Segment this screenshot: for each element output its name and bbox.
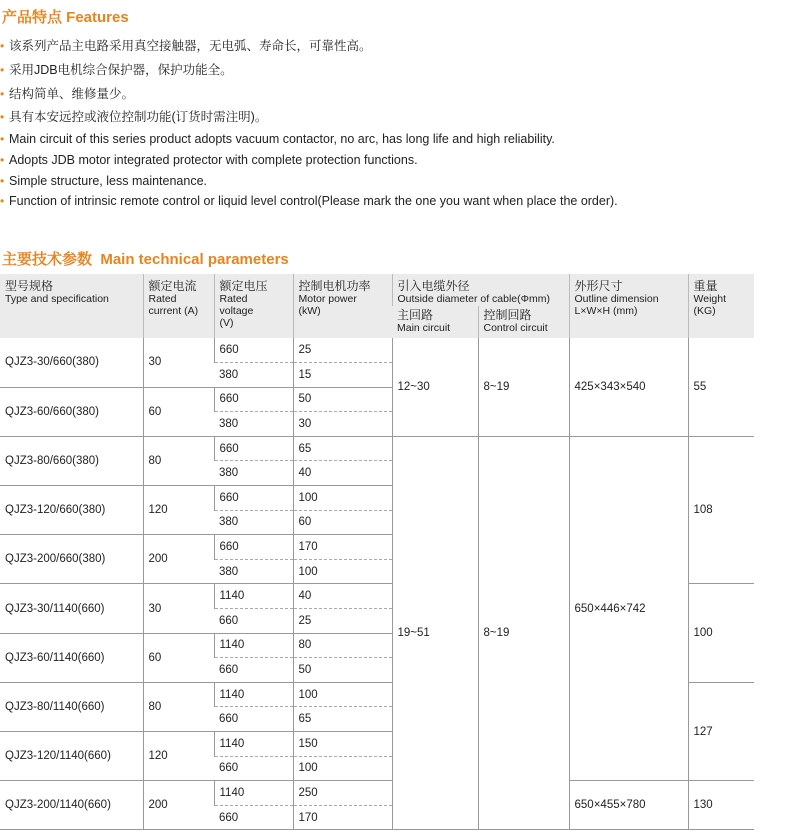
feature-item xyxy=(0,107,267,125)
feature-text: Main circuit of this series product adopts vacuum contactor, no arc, has long life and high reliability. xyxy=(9,132,555,146)
current-cell: 80 xyxy=(143,682,214,731)
feature-item xyxy=(0,153,418,167)
control-circuit-cell: 8~19 xyxy=(478,436,569,830)
current-cell: 30 xyxy=(143,584,214,633)
power-cell: 80 xyxy=(293,633,392,658)
voltage-cell: 380 xyxy=(214,461,293,486)
voltage-cell: 1140 xyxy=(214,732,293,757)
voltage-cell: 660 xyxy=(214,658,293,683)
current-cell: 120 xyxy=(143,486,214,535)
power-cell: 30 xyxy=(293,412,392,437)
type-cell: QJZ3-200/660(380) xyxy=(0,535,143,584)
voltage-cell: 1140 xyxy=(214,584,293,609)
current-cell: 120 xyxy=(143,732,214,781)
header-current: 额定电流 Rated current (A) xyxy=(143,274,214,338)
header-power: 控制电机功率 Motor power (kW) xyxy=(293,274,392,338)
table-row xyxy=(0,781,754,806)
power-cell: 170 xyxy=(293,535,392,560)
main-circuit-cell: 12~30 xyxy=(392,338,478,436)
bullet-icon: • xyxy=(0,110,5,124)
bullet-icon: • xyxy=(0,87,5,101)
feature-item xyxy=(0,132,555,146)
voltage-cell: 660 xyxy=(214,436,293,461)
parameters-body xyxy=(0,338,754,830)
power-cell: 100 xyxy=(293,682,392,707)
weight-cell: 108 xyxy=(688,436,754,584)
bullet-icon: • xyxy=(0,194,5,208)
current-cell: 200 xyxy=(143,535,214,584)
params-title: 主要技术参数 Main technical parameters xyxy=(2,251,289,268)
power-cell: 65 xyxy=(293,436,392,461)
feature-item xyxy=(0,84,134,102)
power-cell: 170 xyxy=(293,805,392,830)
bullet-icon: • xyxy=(0,153,5,167)
power-cell: 100 xyxy=(293,756,392,781)
feature-text: 结构简单、维修量少。 xyxy=(9,87,135,101)
feature-text: Simple structure, less maintenance. xyxy=(9,174,208,188)
type-cell: QJZ3-200/1140(660) xyxy=(0,781,143,830)
power-cell: 40 xyxy=(293,584,392,609)
feature-text: 该系列产品主电路采用真空接触器，无电弧、寿命长，可靠性高。 xyxy=(9,39,372,53)
header-type: 型号规格 Type and specification xyxy=(0,274,143,338)
weight-cell: 130 xyxy=(688,781,754,830)
bullet-icon: • xyxy=(0,39,5,53)
header-dimension: 外形尺寸 Outline dimension L×W×H (mm) xyxy=(569,274,688,338)
current-cell: 60 xyxy=(143,633,214,682)
control-circuit-cell: 8~19 xyxy=(478,338,569,436)
header-main-circuit: 主回路 Main circuit xyxy=(392,306,478,338)
header-weight: 重量 Weight (KG) xyxy=(688,274,754,338)
voltage-cell: 660 xyxy=(214,387,293,412)
type-cell: QJZ3-120/660(380) xyxy=(0,486,143,535)
weight-cell: 55 xyxy=(688,338,754,436)
type-cell: QJZ3-60/660(380) xyxy=(0,387,143,436)
current-cell: 60 xyxy=(143,387,214,436)
voltage-cell: 380 xyxy=(214,559,293,584)
main-circuit-cell: 19~51 xyxy=(392,436,478,830)
voltage-cell: 660 xyxy=(214,609,293,634)
feature-text: Adopts JDB motor integrated protector with complete protection functions. xyxy=(9,153,418,167)
dimension-cell: 425×343×540 xyxy=(569,338,688,436)
type-cell: QJZ3-30/660(380) xyxy=(0,338,143,387)
weight-cell: 100 xyxy=(688,584,754,682)
type-cell: QJZ3-80/1140(660) xyxy=(0,682,143,731)
voltage-cell: 660 xyxy=(214,486,293,511)
power-cell: 65 xyxy=(293,707,392,732)
power-cell: 150 xyxy=(293,732,392,757)
table-row xyxy=(0,436,754,461)
voltage-cell: 660 xyxy=(214,756,293,781)
header-control-circuit: 控制回路 Control circuit xyxy=(478,306,569,338)
voltage-cell: 1140 xyxy=(214,781,293,806)
header-cable: 引入电缆外径 Outside diameter of cable(Φmm) xyxy=(392,274,569,306)
features-title: 产品特点 Features xyxy=(2,9,129,26)
dimension-cell: 650×446×742 xyxy=(569,436,688,780)
bullet-icon: • xyxy=(0,174,5,188)
table-row xyxy=(0,338,754,363)
voltage-cell: 380 xyxy=(214,412,293,437)
type-cell: QJZ3-30/1140(660) xyxy=(0,584,143,633)
power-cell: 100 xyxy=(293,486,392,511)
voltage-cell: 660 xyxy=(214,535,293,560)
voltage-cell: 660 xyxy=(214,805,293,830)
feature-item xyxy=(0,60,233,78)
power-cell: 25 xyxy=(293,338,392,363)
voltage-cell: 1140 xyxy=(214,633,293,658)
feature-item xyxy=(0,174,207,188)
feature-item xyxy=(0,36,372,54)
voltage-cell: 380 xyxy=(214,510,293,535)
bullet-icon: • xyxy=(0,132,5,146)
voltage-cell: 380 xyxy=(214,363,293,388)
power-cell: 40 xyxy=(293,461,392,486)
voltage-cell: 660 xyxy=(214,707,293,732)
current-cell: 80 xyxy=(143,436,214,485)
voltage-cell: 660 xyxy=(214,338,293,363)
weight-cell: 127 xyxy=(688,682,754,780)
current-cell: 200 xyxy=(143,781,214,830)
feature-item xyxy=(0,194,618,208)
type-cell: QJZ3-60/1140(660) xyxy=(0,633,143,682)
power-cell: 50 xyxy=(293,387,392,412)
feature-text: 具有本安远控或液位控制功能(订货时需注明)。 xyxy=(9,110,268,124)
power-cell: 15 xyxy=(293,363,392,388)
type-cell: QJZ3-80/660(380) xyxy=(0,436,143,485)
power-cell: 25 xyxy=(293,609,392,634)
dimension-cell: 650×455×780 xyxy=(569,781,688,830)
power-cell: 100 xyxy=(293,559,392,584)
current-cell: 30 xyxy=(143,338,214,387)
bullet-icon: • xyxy=(0,63,5,77)
feature-text: 采用JDB电机综合保护器，保护功能全。 xyxy=(9,63,233,77)
power-cell: 60 xyxy=(293,510,392,535)
type-cell: QJZ3-120/1140(660) xyxy=(0,732,143,781)
feature-text: Function of intrinsic remote control or liquid level control(Please mark the one you want when place the order). xyxy=(9,194,618,208)
power-cell: 50 xyxy=(293,658,392,683)
header-voltage: 额定电压 Rated voltage (V) xyxy=(214,274,293,338)
voltage-cell: 1140 xyxy=(214,682,293,707)
parameters-table xyxy=(0,274,754,830)
power-cell: 250 xyxy=(293,781,392,806)
